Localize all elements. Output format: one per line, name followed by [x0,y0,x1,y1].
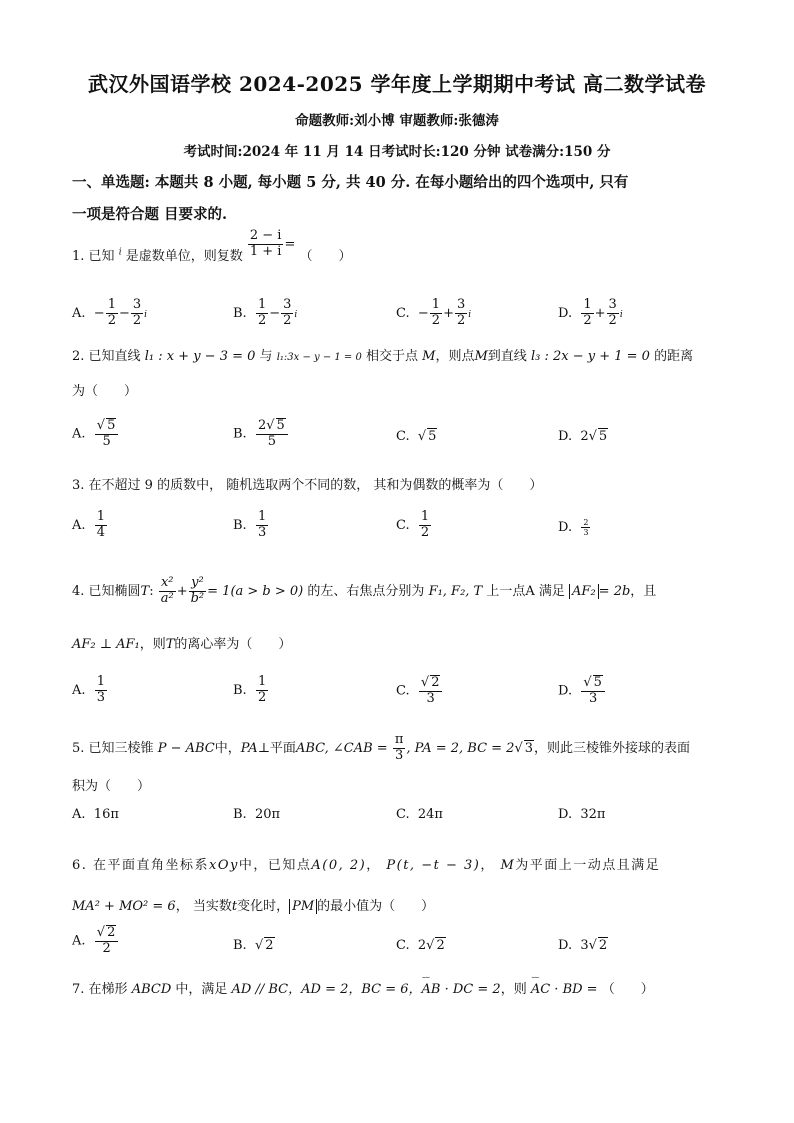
exam-title: 武汉外国语学校 2024-2025 学年度上学期期中考试 高二数学试卷 [87,72,707,96]
vector-dot-2: ⌣⌣ AC · BD = [531,982,598,997]
question-2-line2: 为（ ） [72,384,138,399]
section-heading-line1: 一、单选题: 本题共 8 小题, 每小题 5 分, 共 40 分. 在每小题给出的四个选项中, 只有 [72,174,629,191]
question-7: 7. 在梯形 ABCD 中，满足 AD // BC，AD = 2，BC = 6，⌣⌣ AB · DC = 2，则 ⌣⌣ AC · BD = （ ） [72,978,654,997]
q1-i: i [118,247,122,258]
q1-answer-paren: （ ） [299,248,352,264]
q1-prefix: 1. 已知 [72,248,115,264]
line-l1: l₁ : x + y − 3 = 0 [144,349,256,364]
question-4: 4. 已知椭圆T: $\frac{\text{x²}}{\text{a²}}$ + $\frac{\text{y²}}{\text{b²}}$ = 1(a > b > 0) 的左、右焦点分别为 F₁, F₂, T 上一点A 满足 AF₂ = 2b，且 [72,575,657,606]
q3-option-d: D. $\frac{2}{3}$ [558,518,589,538]
q6-option-c: C. 2√ 2 [396,938,445,953]
question-4-line2: AF₂ ⊥ AF₁，则T的离心率为（ ） [72,637,292,652]
q3-option-c: C. $\frac{1}{2}$ [396,509,430,540]
q1-option-d: D. $\frac{1}{2}$ + $\frac{3}{2}$ i [558,297,623,328]
question-5: 5. 已知三棱锥 P − ABC中，PA⊥平面ABC, ∠CAB = $\frac{\pi}{3}$ , PA = 2, BC = 2√ 3，则此三棱锥外接球的表面 [72,732,691,763]
q5-option-c: C. 24π [396,807,443,822]
teacher-line: 命题教师:刘小博 审题教师:张德涛 [295,113,499,129]
q5-option-b: B. 20π [233,807,281,822]
q5-option-a: A. 16π [72,807,119,822]
exam-info-line: 考试时间:2024 年 11 月 14 日考试时长:120 分钟 试卷满分:150 分 [183,144,611,160]
q1-fraction: $\frac{2 - i}{1 + i}$ [249,228,282,259]
q1-middle: 是虚数单位，则复数 [125,248,243,264]
question-6: 6. 在平面直角坐标系xOy中，已知点A(0, 2)， P(t, −t − 3)， M为平面上一动点且满足 [72,858,661,873]
q5-option-d: D. 32π [558,807,606,822]
q4-option-a: A. $\frac{1}{3}$ [72,674,106,705]
q2-option-b: B. $\frac{2√ 5}{5}$ [233,418,289,450]
q4-option-b: B. $\frac{1}{2}$ [233,674,267,705]
q3-option-b: B. $\frac{1}{3}$ [233,509,267,540]
q2-option-a: A. $\frac{√ 5}{5}$ [72,418,119,450]
question-6-line2: MA² + MO² = 6， 当实数t变化时， PM 的最小值为（ ） [72,899,435,914]
q3-option-a: A. $\frac{1}{4}$ [72,509,106,540]
question-2: 2. 已知直线 l₁ : x + y − 3 = 0 与 l₁:3x − y − 1 = 0 相交于点 M，则点M到直线 l₃ : 2x − y + 1 = 0 的距离 [72,349,694,364]
q1-option-c: C. − $\frac{1}{2}$ + $\frac{3}{2}$ i [396,297,472,328]
q6-option-b: B. √ 2 [233,938,274,953]
question-5-line2: 积为（ ） [72,779,151,794]
q2-option-d: D. 2√ 5 [558,429,608,444]
q2-option-c: C. √ 5 [396,429,437,444]
vector-dot-1: ⌣⌣ AB · DC = 2 [422,982,501,997]
section-heading-line2: 一项是符合题 目要求的. [72,206,228,223]
q6-option-d: D. 3√ 2 [558,938,608,953]
q1-option-a: A. − $\frac{1}{2}$ − $\frac{3}{2}$ i [72,297,148,328]
q1-option-b: B. $\frac{1}{2}$ − $\frac{3}{2}$ i [233,297,298,328]
line-l2: l₁:3x − y − 1 = 0 [276,352,362,363]
q4-option-c: C. $\frac{√ 2}{3}$ [396,675,443,707]
q6-option-a: A. $\frac{√ 2}{2}$ [72,925,119,957]
line-l3: l₃ : 2x − y + 1 = 0 [530,349,650,364]
q4-option-d: D. $\frac{√ 5}{3}$ [558,675,606,707]
question-1: 1. 已知 $^i$ 是虚数单位，则复数 $\frac{2 - i}{1 + i}$ = （ ） [72,228,352,264]
question-3: 3. 在不超过 9 的质数中， 随机选取两个不同的数， 其和为偶数的概率为（ ） [72,478,543,493]
